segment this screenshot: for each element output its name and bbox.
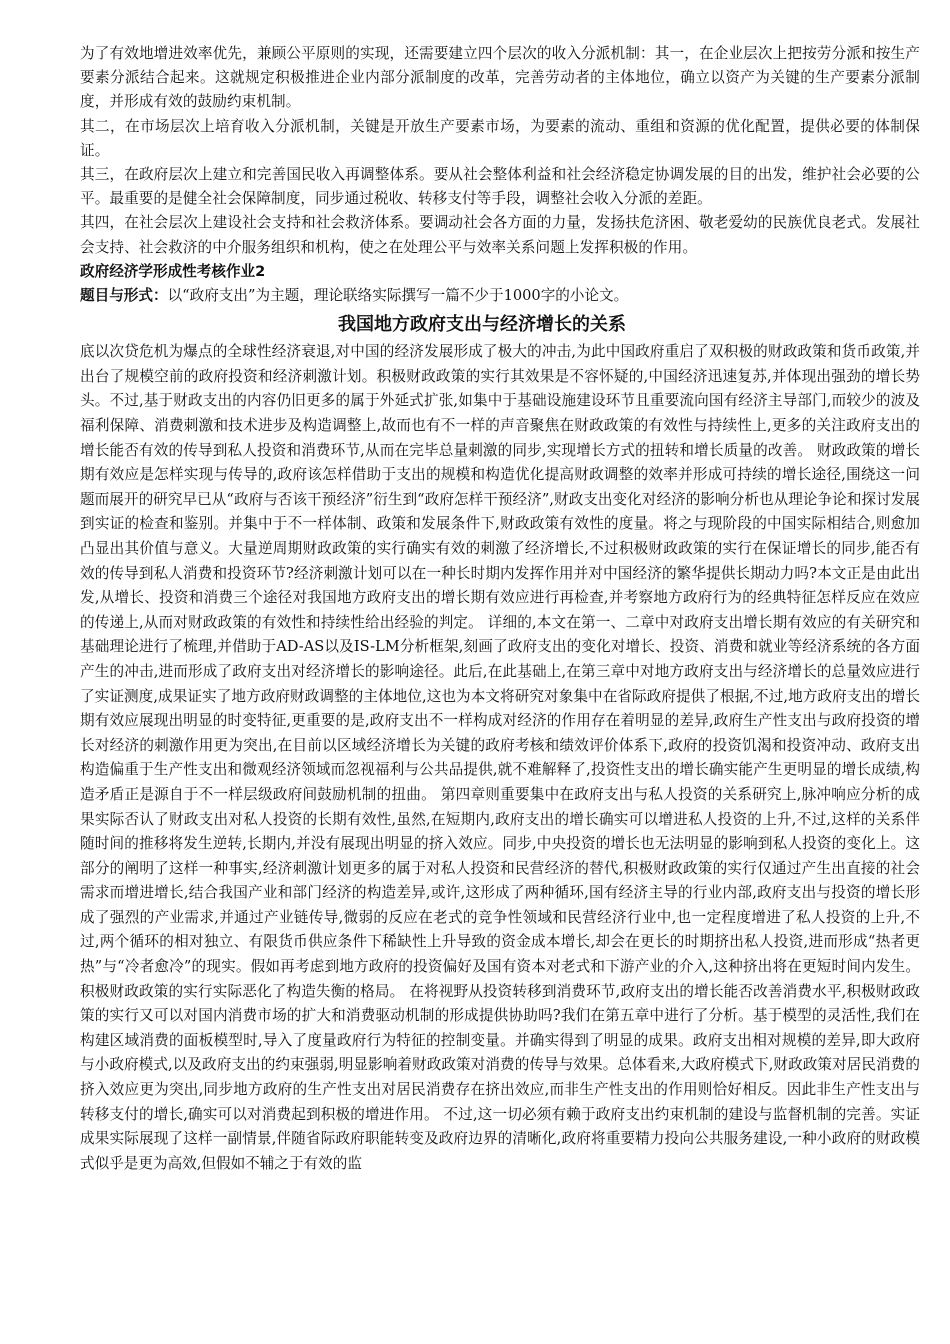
topic-label: 题目与形式：: [80, 287, 168, 305]
intro-paragraph-3: 其三，在政府层次上建立和完善国民收入再调整体系。要从社会整体利益和社会经济稳定协调发展的目的出发，维护社会必要的公平。最重要的是健全社会保障制度，同步通过税收、转移支付等手段，调整社会收入分派的差距。: [80, 166, 920, 208]
intro-paragraph-2: 其二，在市场层次上培育收入分派机制，关键是开放生产要素市场，为要素的流动、重组和资源的优化配置，提供必要的体制保证。: [80, 117, 920, 159]
essay-title: 我国地方政府支出与经济增长的关系: [338, 314, 626, 336]
topic-text: 以“政府支出”为主题，理论联络实际撰写一篇不少于1000字的小论文。: [167, 287, 629, 305]
topic-line: [80, 284, 920, 308]
intro-section: [80, 42, 920, 260]
assignment-section: [80, 260, 920, 308]
intro-paragraph-4: 其四，在社会层次上建设社会支持和社会救济体系。要调动社会各方面的力量，发扬扶危济困、敬老爱幼的民族优良老式。发展社会支持、社会救济的中介服务组织和机构，使之在处理公平与效率关系问题上发挥积极的作用。: [80, 214, 920, 256]
essay-body: 底以次贷危机为爆点的全球性经济衰退,对中国的经济发展形成了极大的冲击,为此中国政府重启了双积极的财政政策和货币政策,并出台了规模空前的政府投资和经济刺激计划。积极财政政策的实行其效果是不容怀疑的,中国经济迅速复苏,并体现出强劲的增长势头。不过,基于财政支出的内容仍旧更多的属于外延式扩张,如集中于基础设施建设环节且重要流向国有经济主导部门,而较少的波及福利保障、消费刺激和技术进步及构造调整上,故而也有不一样的声音聚焦在财政政策的有效性与持续性上,更多的关注政府支出的增长能否有效的传导到私人投资和消费环节,从而在完毕总量刺激的同步,实现增长方式的扭转和增长质量的改善。 财政政策的增长期有效应是怎样实现与传导的,政府该怎样借助于支出的规模和构造优化提高财政调整的效率并形成可持续的增长途径,围绕这一问题而展开的研究早已从“政府与否该干预经济”衍生到“政府怎样干预经济”,财政支出变化对经济的影响分析也从理论争论和探讨发展到实证的检查和鉴别。并集中于不一样体制、政策和发展条件下,财政政策有效性的度量。将之与现阶段的中国实际相结合,则愈加凸显出其价值与意义。大量逆周期财政政策的实行确实有效的刺激了经济增长,不过积极财政政策的实行在保证增长的同步,能否有效的传导到私人消费和投资环节?经济刺激计划可以在一种长时期内发挥作用并对中国经济的繁华提供长期动力吗?本文正是由此出发,从增长、投资和消费三个途径对我国地方政府支出的增长期有效应进行再检查,并考察地方政府行为的经典特征怎样反应在效应的传递上,从而对财政政策的有效性和持续性给出经验的判定。 详细的,本文在第一、二章中对政府支出增长期有效应的有关研究和基础理论进行了梳理,并借助于AD-AS以及IS-LM分析框架,刻画了政府支出的变化对增长、投资、消费和就业等经济系统的各方面产生的冲击,进而形成了政府支出对经济增长的影响途径。此后,在此基础上,在第三章中对地方政府支出与经济增长的总量效应进行了实证测度,成果证实了地方政府财政调整的主体地位,这也为本文将研究对象集中在省际政府提供了根据,不过,地方政府支出的增长期有效应展现出明显的时变特征,更重要的是,政府支出不一样构成对经济的作用存在着明显的差异,政府生产性支出与政府投资的增长对经济的刺激作用更为突出,在目前以区域经济增长为关键的政府考核和绩效评价体系下,政府的投资饥渴和投资冲动、政府支出构造偏重于生产性支出和微观经济领域而忽视福利与公共品提供,就不难解释了,投资性支出的增长确实能产生更明显的增长成绩,构造矛盾正是源自于不一样层级政府间鼓励机制的扭曲。 第四章则重要集中在政府支出与私人投资的关系研究上,脉冲响应分析的成果实际否认了财政支出对私人投资的长期有效性,虽然,在短期内,政府支出的增长确实可以增进私人投资的上升,不过,这样的关系伴随时间的推移将发生逆转,长期内,并没有展现出明显的挤入效应。同步,中央投资的增长也无法明显的影响到私人投资的变化上。这部分的阐明了这样一种事实,经济刺激计划更多的属于对私人投资和民营经济的替代,积极财政政策的实行仅通过产生出直接的社会需求而增进增长,结合我国产业和部门经济的构造差异,或许,这形成了两种循环,国有经济主导的行业内部,政府支出与投资的增长形成了强烈的产业需求,并通过产业链传导,微弱的反应在老式的竞争性领域和民营经济行业中,也一定程度增进了私人投资的上升,不过,两个循环的相对独立、有限货币供应条件下稀缺性上升导致的资金成本增长,却会在更长的时期挤出私人投资,进而形成“热者更热”与“冷者愈冷”的现实。假如再考虑到地方政府的投资偏好及国有资本对老式和下游产业的介入,这种挤出将在更短时间内发生。积极财政政策的实行实际恶化了构造失衡的格局。 在将视野从投资转移到消费环节,政府支出的增长能否改善消费水平,积极财政政策的实行又可以对国内消费市场的扩大和消费驱动机制的形成提供协助吗?我们在第五章中进行了分析。基于模型的灵活性,我们在构建区域消费的面板模型时,导入了度量政府行为特征的控制变量。并确实得到了明显的成果。政府支出相对规模的差异,即大政府与小政府模式,以及政府支出的约束强弱,明显影响着财政政策对消费的传导与效果。总体看来,大政府模式下,财政政策对居民消费的挤入效应更为突出,同步地方政府的生产性支出对居民消费存在挤出效应,而非生产性支出的作用则恰好相反。因此非生产性支出与转移支付的增长,确实可以对消费起到积极的增进作用。 不过,这一切必须有赖于政府支出约束机制的建设与监督机制的完善。实证成果实际展现了这样一副情景,伴随省际政府职能转变及政府边界的清晰化,政府将重要精力投向公共服务建设,一种小政府的财政模式似乎是更为高效,但假如不辅之于有效的监: [80, 343, 921, 1172]
intro-paragraph-1: 为了有效地增进效率优先，兼顾公平原则的实现，还需要建立四个层次的收入分派机制：其一，在企业层次上把按劳分派和按生产要素分派结合起来。这就规定积极推进企业内部分派制度的改革，完善劳动者的主体地位，确立以资产为关键的生产要素分派制度，并形成有效的鼓励约束机制。: [80, 45, 920, 111]
assignment-heading: 政府经济学形成性考核作业2: [80, 262, 266, 280]
